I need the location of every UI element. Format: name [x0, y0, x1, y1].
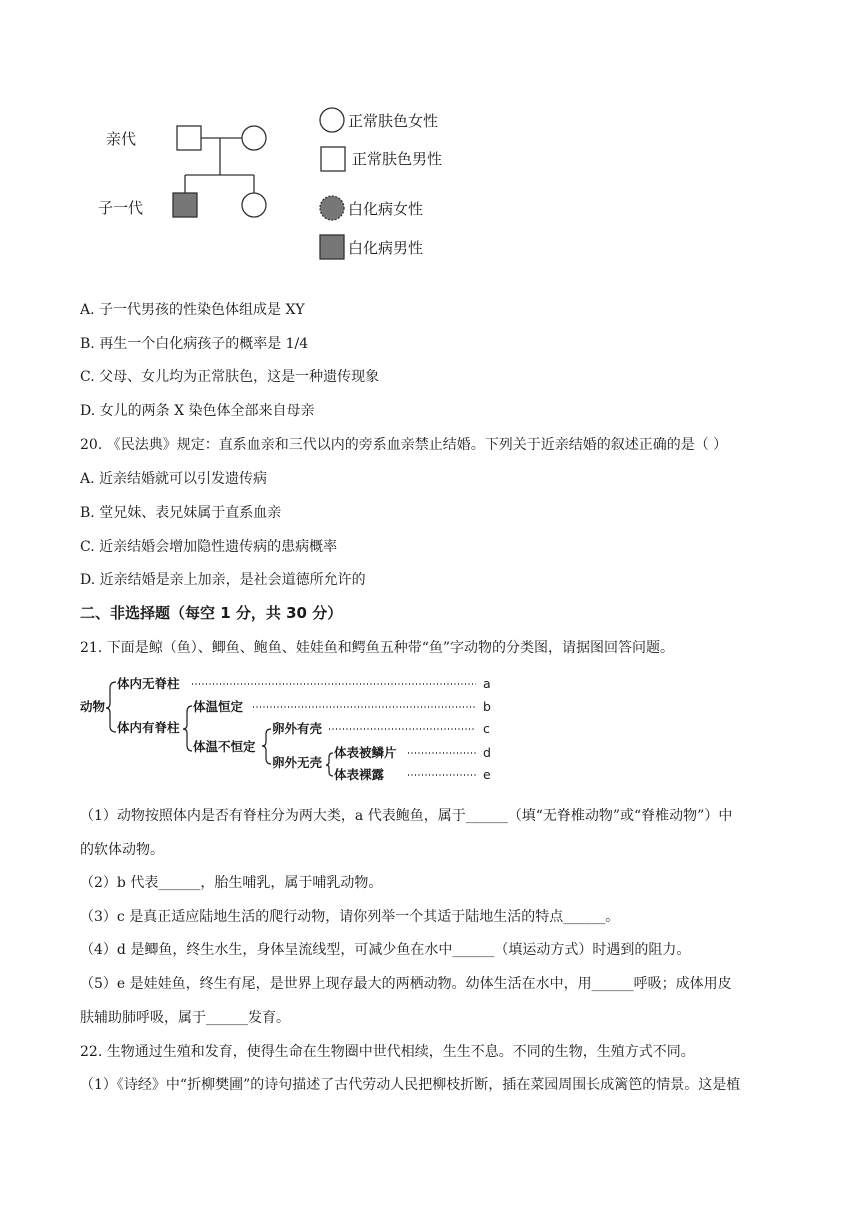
q19-option-c: C. 父母、女儿均为正常肤色，这是一种遗传现象: [80, 369, 380, 385]
tree-warm: 体温恒定: [193, 699, 244, 714]
brace-cold: [262, 729, 271, 764]
q21-part-5: （5）e 是娃娃鱼，终生有尾，是世界上现存最大的两栖动物。幼体生活在水中，用______呼吸；成体用皮: [80, 976, 732, 992]
tree-no-shell: 卵外无壳: [272, 755, 323, 770]
legend-albino-male-label: 白化病男性: [348, 239, 424, 257]
legend-normal-male-icon: [321, 147, 345, 171]
q20-option-a: A. 近亲结婚就可以引发遗传病: [80, 471, 268, 487]
tree-no-spine: 体内无脊柱: [117, 676, 180, 691]
brace-no-shell: [326, 753, 333, 776]
section-title: 二、非选择题（每空 1 分，共 30 分）: [80, 604, 343, 622]
son-symbol: [173, 193, 197, 217]
legend-normal-male-label: 正常肤色男性: [352, 150, 443, 168]
father-symbol: [177, 126, 201, 150]
mother-symbol: [242, 126, 266, 150]
brace-root: [106, 682, 116, 732]
q20-option-d: D. 近亲结婚是亲上加亲，是社会道德所允许的: [80, 572, 366, 588]
tree-spine: 体内有脊柱: [117, 720, 180, 735]
q19-option-b: B. 再生一个白化病孩子的概率是 1/4: [80, 336, 309, 352]
pedigree-chart: [90, 100, 450, 270]
letter-b: b: [483, 699, 491, 714]
tree-bare: 体表裸露: [334, 767, 385, 782]
letter-d: d: [483, 745, 491, 760]
label-parents: 亲代: [106, 130, 137, 148]
legend-albino-male-icon: [320, 235, 344, 259]
q21-part-1-cont: 的软体动物。: [80, 842, 164, 858]
daughter-symbol: [242, 193, 266, 217]
q19-option-d: D. 女儿的两条 X 染色体全部来自母亲: [80, 403, 315, 419]
legend-normal-female-icon: [320, 108, 344, 132]
tree-cold: 体温不恒定: [193, 739, 256, 754]
q22-stem: 22. 生物通过生殖和发育，使得生命在生物圈中世代相续，生生不息。不同的生物，生殖方式不同。: [80, 1044, 695, 1060]
letter-c: c: [483, 721, 490, 736]
brace-spine: [183, 706, 192, 751]
letter-a: a: [483, 676, 491, 691]
q21-part-1: （1）动物按照体内是否有脊柱分为两大类，a 代表鲍鱼，属于______（填“无脊椎动物”或“脊椎动物”）中: [80, 808, 733, 824]
q21-stem: 21. 下面是鲸（鱼）、鲫鱼、鲍鱼、娃娃鱼和鳄鱼五种带“鱼”字动物的分类图，请据图回答问题。: [80, 640, 675, 656]
legend-albino-female-icon: [320, 196, 344, 220]
tree-root: 动物: [80, 699, 106, 714]
q21-part-4: （4）d 是鲫鱼，终生水生，身体呈流线型，可减少鱼在水中______（填运动方式）时遇到的阻力。: [80, 942, 691, 958]
q20-option-c: C. 近亲结婚会增加隐性遗传病的患病概率: [80, 539, 338, 555]
q20-option-b: B. 堂兄妹、表兄妹属于直系血亲: [80, 505, 282, 521]
q19-option-a: A. 子一代男孩的性染色体组成是 XY: [80, 302, 305, 318]
q22-part-1: （1）《诗经》中“折柳樊圃”的诗句描述了古代劳动人民把柳枝折断，插在菜园周围长成篱笆的情景。这是植: [80, 1077, 741, 1093]
legend-albino-female-label: 白化病女性: [348, 200, 424, 218]
q21-part-2: （2）b 代表______，胎生哺乳，属于哺乳动物。: [80, 875, 383, 891]
letter-e: e: [483, 767, 491, 782]
tree-scales: 体表被鳞片: [334, 745, 397, 760]
legend-normal-female-label: 正常肤色女性: [348, 112, 439, 130]
q20-stem: 20. 《民法典》规定：直系血亲和三代以内的旁系血亲禁止结婚。下列关于近亲结婚的叙述正确的是（ ）: [80, 437, 728, 453]
label-children: 子一代: [98, 199, 144, 217]
q21-part-5-cont: 肤辅助肺呼吸，属于______发育。: [80, 1010, 290, 1026]
q21-part-3: （3）c 是真正适应陆地生活的爬行动物，请你列举一个其适于陆地生活的特点______。: [80, 909, 620, 925]
classification-tree: [78, 672, 498, 790]
tree-shell: 卵外有壳: [272, 721, 323, 736]
